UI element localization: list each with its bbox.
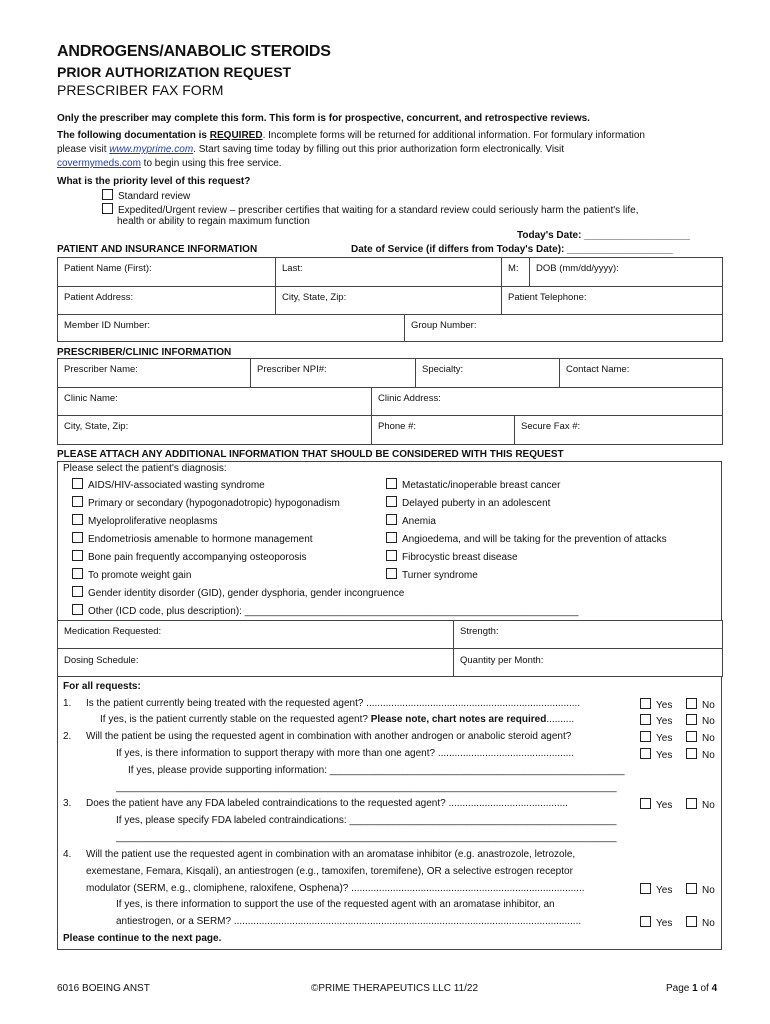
no-label: No bbox=[702, 918, 715, 929]
gid-checkbox[interactable] bbox=[72, 586, 83, 597]
diagnosis-option bbox=[386, 550, 518, 563]
priority-question: What is the priority level of this request? bbox=[57, 176, 251, 187]
intro-line3 bbox=[57, 158, 282, 169]
patient-dob-field[interactable]: DOB (mm/dd/yyyy): bbox=[530, 258, 723, 287]
patient-first-name-field[interactable]: Patient Name (First): bbox=[58, 258, 276, 287]
diagnosis-checkbox[interactable] bbox=[386, 532, 397, 543]
q3a-field[interactable]: If yes, please specify FDA labeled contraindications: ________________________________________________ bbox=[116, 815, 617, 826]
q2-text: Will the patient be using the requested agent in combination with another androgen or anabolic steroid agent? bbox=[86, 731, 572, 742]
diagnosis-checkbox[interactable] bbox=[72, 514, 83, 525]
q4-number: 4. bbox=[63, 849, 72, 860]
medication-requested-field[interactable]: Medication Requested: bbox=[58, 620, 454, 649]
no-checkbox[interactable] bbox=[686, 883, 697, 894]
expedited-review-label: Expedited/Urgent review – prescriber certifies that waiting for a standard review could seriously harm the patient's life, bbox=[118, 205, 639, 216]
diagnosis-label: Bone pain frequently accompanying osteoporosis bbox=[88, 552, 307, 563]
diagnosis-option bbox=[386, 568, 478, 581]
footer-form-id: 6016 BOEING ANST bbox=[57, 983, 150, 994]
diagnosis-option bbox=[386, 496, 550, 509]
q1-yes bbox=[640, 698, 672, 711]
diagnosis-label: Anemia bbox=[402, 516, 436, 527]
diagnosis-option bbox=[72, 568, 191, 581]
diagnosis-label: Myeloproliferative neoplasms bbox=[88, 516, 218, 527]
yes-label: Yes bbox=[656, 885, 673, 896]
diagnosis-label: AIDS/HIV-associated wasting syndrome bbox=[88, 480, 265, 491]
prescriber-info-table bbox=[57, 358, 723, 445]
gid-label: Gender identity disorder (GID), gender dysphoria, gender incongruence bbox=[88, 588, 405, 599]
diagnosis-label: Angioedema, and will be taking for the prevention of attacks bbox=[402, 534, 667, 545]
diagnosis-label: Turner syndrome bbox=[402, 570, 478, 581]
expedited-review-label-cont: health or ability to regain maximum function bbox=[117, 216, 310, 227]
page-of: of bbox=[697, 983, 712, 994]
q3b-field[interactable]: __________________________________________________________________________________________ bbox=[116, 832, 617, 843]
no-checkbox[interactable] bbox=[686, 731, 697, 742]
yes-checkbox[interactable] bbox=[640, 731, 651, 742]
yes-label: Yes bbox=[656, 800, 673, 811]
clinic-name-field[interactable]: Clinic Name: bbox=[58, 388, 372, 416]
q1a-text bbox=[100, 714, 635, 725]
myprime-link[interactable]: www.myprime.com bbox=[109, 144, 194, 155]
q4-yes bbox=[640, 883, 672, 896]
yes-checkbox[interactable] bbox=[640, 798, 651, 809]
no-label: No bbox=[702, 750, 715, 761]
yes-checkbox[interactable] bbox=[640, 883, 651, 894]
form-type: PRESCRIBER FAX FORM bbox=[57, 82, 224, 98]
q1a-bold: Please note, chart notes are required bbox=[370, 714, 547, 725]
other-diagnosis-checkbox[interactable] bbox=[72, 604, 83, 615]
q2-no bbox=[686, 731, 715, 744]
yes-label: Yes bbox=[656, 700, 673, 711]
q1-number: 1. bbox=[63, 698, 72, 709]
q1a-no bbox=[686, 714, 715, 727]
standard-review-checkbox[interactable] bbox=[102, 189, 113, 200]
yes-label: Yes bbox=[656, 716, 673, 727]
form-subtitle: PRIOR AUTHORIZATION REQUEST bbox=[57, 64, 292, 80]
no-checkbox[interactable] bbox=[686, 798, 697, 809]
q4a-yes bbox=[640, 916, 672, 929]
patient-section-heading: PATIENT AND INSURANCE INFORMATION bbox=[57, 244, 258, 255]
diagnosis-option bbox=[386, 514, 436, 527]
diagnosis-option bbox=[72, 478, 265, 491]
patient-info-table bbox=[57, 257, 723, 342]
diagnosis-option bbox=[386, 478, 560, 491]
intro-line2 bbox=[57, 144, 564, 155]
doc-required-line bbox=[57, 130, 645, 141]
diagnosis-option bbox=[72, 496, 340, 509]
diagnosis-label: Metastatic/inoperable breast cancer bbox=[402, 480, 561, 491]
covermymeds-link[interactable]: covermymeds.com bbox=[57, 158, 141, 169]
specialty-field[interactable]: Specialty: bbox=[416, 359, 560, 388]
page-current: 1 bbox=[692, 983, 698, 994]
no-label: No bbox=[702, 716, 715, 727]
diagnosis-option bbox=[386, 532, 667, 545]
contact-name-field[interactable]: Contact Name: bbox=[560, 359, 723, 388]
q4-no bbox=[686, 883, 715, 896]
patient-city-state-zip-field[interactable]: City, State, Zip: bbox=[276, 287, 502, 315]
q1a-lead: If yes, is the patient currently stable on the requested agent? bbox=[100, 714, 371, 725]
diagnosis-checkbox[interactable] bbox=[72, 478, 83, 489]
priority-standard bbox=[102, 189, 190, 202]
date-of-service-field[interactable]: Date of Service (if differs from Today's Date): ___________________ bbox=[351, 244, 673, 255]
prescriber-notice: Only the prescriber may complete this form. This form is for prospective, concurrent, and retrospective reviews. bbox=[57, 113, 590, 124]
q1a-yes bbox=[640, 714, 672, 727]
expedited-review-checkbox[interactable] bbox=[102, 203, 113, 214]
diagnosis-checkbox[interactable] bbox=[72, 532, 83, 543]
priority-expedited bbox=[102, 203, 639, 216]
dosing-schedule-field[interactable]: Dosing Schedule: bbox=[58, 649, 454, 677]
diagnosis-checkbox[interactable] bbox=[72, 550, 83, 561]
form-title: ANDROGENS/ANABOLIC STEROIDS bbox=[57, 43, 331, 60]
page-total: 4 bbox=[711, 983, 718, 994]
diagnosis-option-gid bbox=[72, 586, 404, 599]
no-label: No bbox=[702, 885, 715, 896]
q2a-text: If yes, is there information to support therapy with more than one agent? ................................................. bbox=[116, 748, 574, 759]
diagnosis-label: Fibrocystic breast disease bbox=[402, 552, 518, 563]
prescriber-npi-field[interactable]: Prescriber NPI#: bbox=[251, 359, 416, 388]
diagnosis-option-other bbox=[72, 604, 578, 617]
standard-review-label: Standard review bbox=[118, 191, 191, 202]
continue-note: Please continue to the next page. bbox=[63, 933, 222, 944]
diagnosis-label: To promote weight gain bbox=[88, 570, 192, 581]
diagnosis-checkbox[interactable] bbox=[386, 514, 397, 525]
diagnosis-prompt: Please select the patient's diagnosis: bbox=[63, 463, 227, 474]
diagnosis-label: Primary or secondary (hypogonadotropic) hypogonadism bbox=[88, 498, 340, 509]
doc-required-rest: . Incomplete forms will be returned for additional information. For formulary information bbox=[262, 130, 645, 141]
page-lead: Page bbox=[666, 983, 693, 994]
diagnosis-checkbox[interactable] bbox=[386, 550, 397, 561]
q4a-text-line1: If yes, is there information to support the use of the requested agent with an aromatase inhibitor, an bbox=[116, 899, 555, 910]
q3-no bbox=[686, 798, 715, 811]
strength-field[interactable]: Strength: bbox=[454, 620, 723, 649]
doc-required-word: REQUIRED bbox=[209, 130, 263, 141]
q2-yes bbox=[640, 731, 672, 744]
q2a-yes bbox=[640, 748, 672, 761]
member-id-field[interactable]: Member ID Number: bbox=[58, 315, 405, 342]
yes-checkbox[interactable] bbox=[640, 916, 651, 927]
diagnosis-checkbox[interactable] bbox=[72, 496, 83, 507]
diagnosis-label: Endometriosis amenable to hormone management bbox=[88, 534, 313, 545]
no-checkbox[interactable] bbox=[686, 748, 697, 759]
patient-address-field[interactable]: Patient Address: bbox=[58, 287, 276, 315]
footer-page-number bbox=[666, 983, 717, 994]
diagnosis-label: Delayed puberty in an adolescent bbox=[402, 498, 551, 509]
yes-checkbox[interactable] bbox=[640, 698, 651, 709]
intro-line2-lead: please visit bbox=[57, 144, 110, 155]
no-label: No bbox=[702, 733, 715, 744]
doc-required-lead: The following documentation is bbox=[57, 130, 210, 141]
for-all-requests-heading: For all requests: bbox=[63, 681, 141, 692]
attach-info-heading: PLEASE ATTACH ANY ADDITIONAL INFORMATION THAT SHOULD BE CONSIDERED WITH THIS REQUEST bbox=[57, 449, 564, 460]
yes-checkbox[interactable] bbox=[640, 714, 651, 725]
diagnosis-option bbox=[72, 532, 313, 545]
no-label: No bbox=[702, 800, 715, 811]
no-checkbox[interactable] bbox=[686, 714, 697, 725]
q3-text: Does the patient have any FDA labeled contraindications to the requested agent? ........................................... bbox=[86, 798, 568, 809]
q3-number: 3. bbox=[63, 798, 72, 809]
yes-checkbox[interactable] bbox=[640, 748, 651, 759]
medication-table bbox=[57, 620, 723, 677]
q4a-no bbox=[686, 916, 715, 929]
intro-line3-rest: to begin using this free service. bbox=[140, 158, 282, 169]
clinic-address-field[interactable]: Clinic Address: bbox=[372, 388, 723, 416]
q4-text-line2: exemestane, Femara, Kisqali), an antiestrogen (e.g., tamoxifen, toremifene), OR a selective estrogen receptor bbox=[86, 866, 573, 877]
intro-line2-rest: . Start saving time today by filling out this prior authorization form electronically. Visit bbox=[193, 144, 565, 155]
q2-number: 2. bbox=[63, 731, 72, 742]
q3-yes bbox=[640, 798, 672, 811]
clinic-city-state-zip-field[interactable]: City, State, Zip: bbox=[58, 416, 372, 445]
yes-label: Yes bbox=[656, 918, 673, 929]
q4a-text-line2: antiestrogen, or a SERM? ............................................................................................................................. bbox=[116, 916, 582, 927]
prescriber-section-heading: PRESCRIBER/CLINIC INFORMATION bbox=[57, 347, 232, 358]
other-diagnosis-field[interactable]: Other (ICD code, plus description): ____________________________________________________________ bbox=[88, 606, 579, 617]
q2b-field[interactable]: If yes, please provide supporting information: _____________________________________________________ bbox=[128, 765, 625, 776]
todays-date-field[interactable]: Today's Date: ___________________ bbox=[517, 230, 690, 241]
patient-telephone-field[interactable]: Patient Telephone: bbox=[502, 287, 723, 315]
no-checkbox[interactable] bbox=[686, 916, 697, 927]
diagnosis-checkbox[interactable] bbox=[386, 568, 397, 579]
prescriber-name-field[interactable]: Prescriber Name: bbox=[58, 359, 251, 388]
patient-last-name-field[interactable]: Last: bbox=[276, 258, 502, 287]
yes-label: Yes bbox=[656, 733, 673, 744]
no-label: No bbox=[702, 700, 715, 711]
q1a-dots: .......... bbox=[546, 714, 575, 725]
q1-no bbox=[686, 698, 715, 711]
clinic-phone-field[interactable]: Phone #: bbox=[372, 416, 515, 445]
yes-label: Yes bbox=[656, 750, 673, 761]
q2a-no bbox=[686, 748, 715, 761]
patient-mi-field[interactable]: M: bbox=[502, 258, 530, 287]
q2c-field[interactable]: __________________________________________________________________________________________ bbox=[116, 782, 617, 793]
diagnosis-checkbox[interactable] bbox=[72, 568, 83, 579]
q4-text-line1: Will the patient use the requested agent in combination with an aromatase inhibitor (e.g. anastrozole, letrozole, bbox=[86, 849, 576, 860]
q1-text: Is the patient currently being treated with the requested agent? ............................................................................. bbox=[86, 698, 581, 709]
q4-text-line3: modulator (SERM, e.g., clomiphene, raloxifene, Osphena)? .................................................................................... bbox=[86, 883, 585, 894]
diagnosis-checkbox[interactable] bbox=[386, 496, 397, 507]
footer-copyright: ©PRIME THERAPEUTICS LLC 11/22 bbox=[311, 983, 479, 994]
group-number-field[interactable]: Group Number: bbox=[405, 315, 723, 342]
no-checkbox[interactable] bbox=[686, 698, 697, 709]
diagnosis-option bbox=[72, 550, 306, 563]
quantity-per-month-field[interactable]: Quantity per Month: bbox=[454, 649, 723, 677]
diagnosis-checkbox[interactable] bbox=[386, 478, 397, 489]
secure-fax-field[interactable]: Secure Fax #: bbox=[515, 416, 723, 445]
diagnosis-option bbox=[72, 514, 218, 527]
